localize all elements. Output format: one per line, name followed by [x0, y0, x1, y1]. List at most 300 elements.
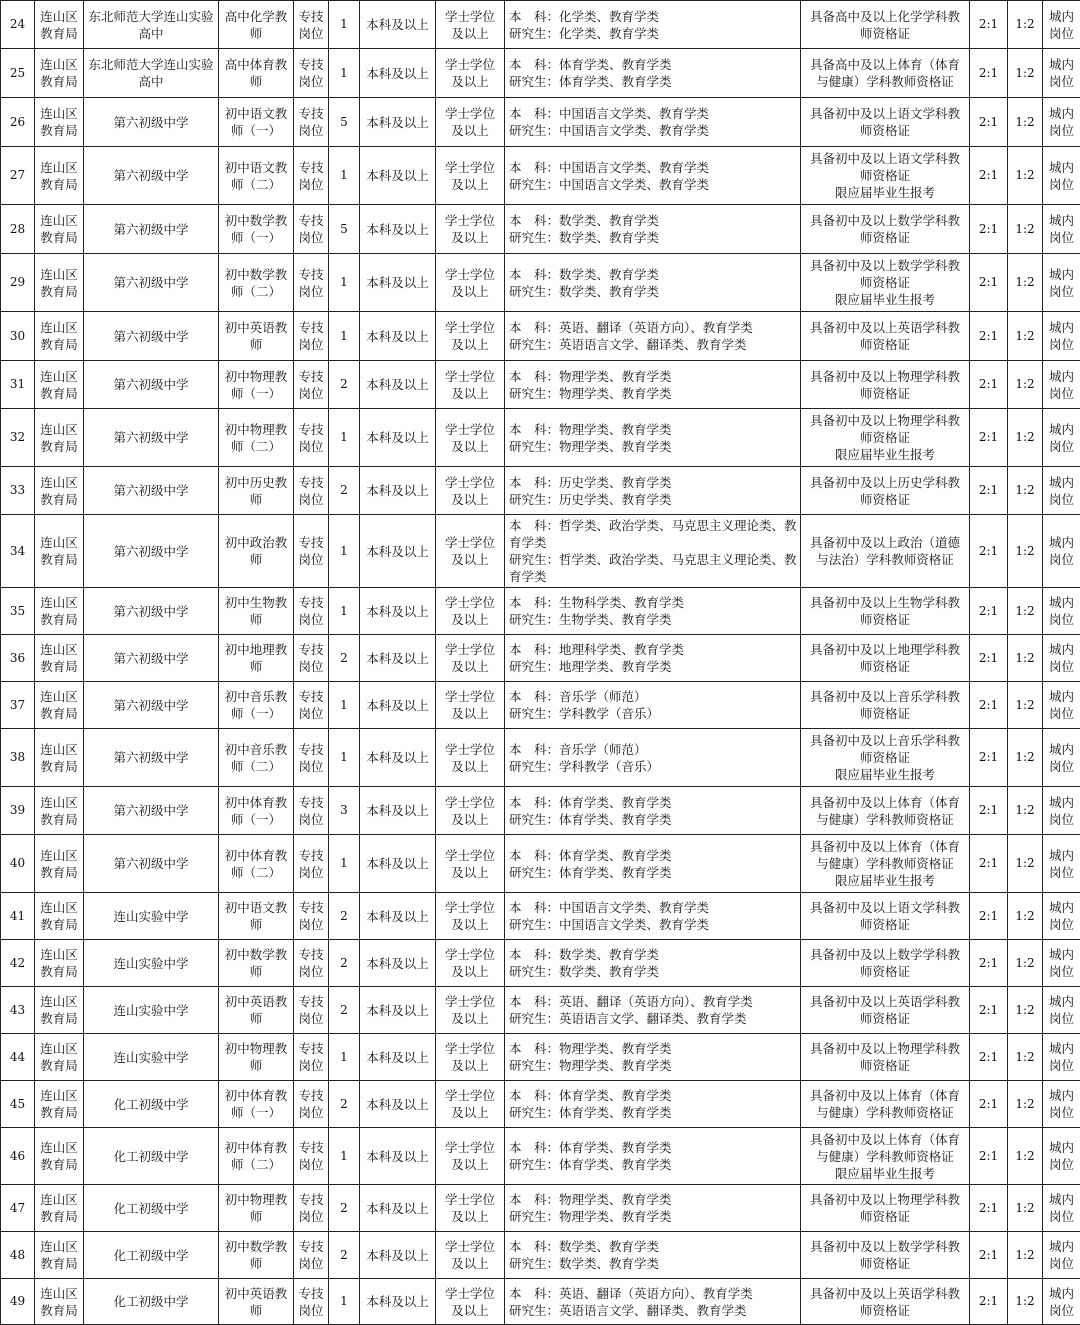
post-area-cell: 城内岗位 — [1043, 1279, 1080, 1325]
table-body — [1, 1, 1080, 1325]
department-cell: 连山区教育局 — [35, 409, 84, 467]
major-cell: 本 科：地理科学类、教育学类 研究生：地理学类、教育学类 — [505, 635, 801, 682]
degree-cell: 学士学位及以上 — [436, 254, 505, 312]
degree-cell: 学士学位及以上 — [436, 361, 505, 409]
table-row — [1, 729, 1080, 787]
requirement-cell: 具备初中及以上数学学科教师资格证 限应届毕业生报考 — [801, 254, 970, 312]
degree-cell: 学士学位及以上 — [436, 1185, 505, 1232]
education-cell: 本科及以上 — [360, 1, 436, 49]
degree-cell: 学士学位及以上 — [436, 940, 505, 987]
degree-cell: 学士学位及以上 — [436, 1279, 505, 1325]
row-number-cell: 31 — [1, 361, 35, 409]
education-cell: 本科及以上 — [360, 98, 436, 147]
exam-ratio-cell: 2:1 — [970, 147, 1008, 205]
post-area-cell: 城内岗位 — [1043, 1128, 1080, 1185]
interview-ratio-cell: 1:2 — [1008, 467, 1043, 515]
exam-ratio-cell: 2:1 — [970, 254, 1008, 312]
education-cell: 本科及以上 — [360, 1185, 436, 1232]
major-cell: 本 科：音乐学（师范） 研究生：学科教学（音乐） — [505, 729, 801, 787]
table-row — [1, 1, 1080, 49]
school-cell: 连山实验中学 — [84, 893, 219, 940]
school-cell: 第六初级中学 — [84, 147, 219, 205]
position-cell: 初中音乐教师（二） — [219, 729, 294, 787]
requirement-cell: 具备初中及以上地理学科教师资格证 — [801, 635, 970, 682]
requirement-cell: 具备初中及以上体育（体育与健康）学科教师资格证 限应届毕业生报考 — [801, 1128, 970, 1185]
department-cell: 连山区教育局 — [35, 635, 84, 682]
table-row — [1, 515, 1080, 588]
interview-ratio-cell: 1:2 — [1008, 635, 1043, 682]
department-cell: 连山区教育局 — [35, 98, 84, 147]
department-cell: 连山区教育局 — [35, 987, 84, 1034]
school-cell: 第六初级中学 — [84, 588, 219, 635]
table-row — [1, 409, 1080, 467]
row-number-cell: 36 — [1, 635, 35, 682]
school-cell: 化工初级中学 — [84, 1081, 219, 1128]
department-cell: 连山区教育局 — [35, 1081, 84, 1128]
major-cell: 本 科：物理学类、教育学类 研究生：物理学类、教育学类 — [505, 361, 801, 409]
position-cell: 初中英语教师 — [219, 312, 294, 361]
post-area-cell: 城内岗位 — [1043, 940, 1080, 987]
table-row — [1, 1128, 1080, 1185]
education-cell: 本科及以上 — [360, 940, 436, 987]
post-area-cell: 城内岗位 — [1043, 987, 1080, 1034]
interview-ratio-cell: 1:2 — [1008, 682, 1043, 729]
degree-cell: 学士学位及以上 — [436, 588, 505, 635]
exam-ratio-cell: 2:1 — [970, 588, 1008, 635]
position-cell: 初中体育教师（一） — [219, 787, 294, 835]
table-row — [1, 312, 1080, 361]
position-cell: 初中政治教师 — [219, 515, 294, 588]
requirement-cell: 具备初中及以上体育（体育与健康）学科教师资格证 限应届毕业生报考 — [801, 835, 970, 893]
education-cell: 本科及以上 — [360, 254, 436, 312]
headcount-cell: 1 — [329, 515, 360, 588]
education-cell: 本科及以上 — [360, 1034, 436, 1081]
row-number-cell: 42 — [1, 940, 35, 987]
major-cell: 本 科：体育学类、教育学类 研究生：体育学类、教育学类 — [505, 1081, 801, 1128]
post-area-cell: 城内岗位 — [1043, 467, 1080, 515]
department-cell: 连山区教育局 — [35, 729, 84, 787]
position-type-cell: 专技岗位 — [294, 1128, 329, 1185]
headcount-cell: 1 — [329, 729, 360, 787]
row-number-cell: 27 — [1, 147, 35, 205]
headcount-cell: 2 — [329, 635, 360, 682]
education-cell: 本科及以上 — [360, 987, 436, 1034]
exam-ratio-cell: 2:1 — [970, 940, 1008, 987]
school-cell: 化工初级中学 — [84, 1232, 219, 1279]
school-cell: 第六初级中学 — [84, 312, 219, 361]
table-row — [1, 361, 1080, 409]
row-number-cell: 39 — [1, 787, 35, 835]
school-cell: 第六初级中学 — [84, 682, 219, 729]
position-cell: 初中数学教师（一） — [219, 205, 294, 254]
row-number-cell: 34 — [1, 515, 35, 588]
table-row — [1, 147, 1080, 205]
interview-ratio-cell: 1:2 — [1008, 1232, 1043, 1279]
position-type-cell: 专技岗位 — [294, 1279, 329, 1325]
interview-ratio-cell: 1:2 — [1008, 729, 1043, 787]
position-cell: 初中物理教师（一） — [219, 361, 294, 409]
row-number-cell: 47 — [1, 1185, 35, 1232]
school-cell: 东北师范大学连山实验高中 — [84, 49, 219, 98]
position-type-cell: 专技岗位 — [294, 588, 329, 635]
post-area-cell: 城内岗位 — [1043, 1232, 1080, 1279]
department-cell: 连山区教育局 — [35, 1232, 84, 1279]
major-cell: 本 科：体育学类、教育学类 研究生：体育学类、教育学类 — [505, 835, 801, 893]
position-cell: 初中英语教师 — [219, 1279, 294, 1325]
exam-ratio-cell: 2:1 — [970, 893, 1008, 940]
major-cell: 本 科：数学类、教育学类 研究生：数学类、教育学类 — [505, 254, 801, 312]
row-number-cell: 44 — [1, 1034, 35, 1081]
headcount-cell: 2 — [329, 1081, 360, 1128]
interview-ratio-cell: 1:2 — [1008, 835, 1043, 893]
education-cell: 本科及以上 — [360, 787, 436, 835]
exam-ratio-cell: 2:1 — [970, 409, 1008, 467]
position-cell: 初中物理教师 — [219, 1034, 294, 1081]
row-number-cell: 45 — [1, 1081, 35, 1128]
requirement-cell: 具备初中及以上英语学科教师资格证 — [801, 312, 970, 361]
table-row — [1, 1081, 1080, 1128]
requirement-cell: 具备初中及以上语文学科教师资格证 — [801, 893, 970, 940]
requirement-cell: 具备初中及以上数学学科教师资格证 — [801, 940, 970, 987]
table-row — [1, 205, 1080, 254]
degree-cell: 学士学位及以上 — [436, 682, 505, 729]
row-number-cell: 40 — [1, 835, 35, 893]
table-row — [1, 987, 1080, 1034]
position-cell: 初中物理教师（二） — [219, 409, 294, 467]
table-row — [1, 49, 1080, 98]
degree-cell: 学士学位及以上 — [436, 1034, 505, 1081]
post-area-cell: 城内岗位 — [1043, 147, 1080, 205]
interview-ratio-cell: 1:2 — [1008, 787, 1043, 835]
school-cell: 东北师范大学连山实验高中 — [84, 1, 219, 49]
requirement-cell: 具备初中及以上政治（道德与法治）学科教师资格证 — [801, 515, 970, 588]
school-cell: 第六初级中学 — [84, 98, 219, 147]
department-cell: 连山区教育局 — [35, 312, 84, 361]
row-number-cell: 43 — [1, 987, 35, 1034]
position-type-cell: 专技岗位 — [294, 409, 329, 467]
headcount-cell: 2 — [329, 893, 360, 940]
degree-cell: 学士学位及以上 — [436, 893, 505, 940]
position-type-cell: 专技岗位 — [294, 147, 329, 205]
headcount-cell: 2 — [329, 1232, 360, 1279]
education-cell: 本科及以上 — [360, 1081, 436, 1128]
position-type-cell: 专技岗位 — [294, 205, 329, 254]
post-area-cell: 城内岗位 — [1043, 205, 1080, 254]
interview-ratio-cell: 1:2 — [1008, 147, 1043, 205]
major-cell: 本 科：化学类、教育学类 研究生：化学类、教育学类 — [505, 1, 801, 49]
post-area-cell: 城内岗位 — [1043, 893, 1080, 940]
education-cell: 本科及以上 — [360, 682, 436, 729]
degree-cell: 学士学位及以上 — [436, 98, 505, 147]
position-type-cell: 专技岗位 — [294, 515, 329, 588]
headcount-cell: 2 — [329, 361, 360, 409]
post-area-cell: 城内岗位 — [1043, 312, 1080, 361]
table-row — [1, 682, 1080, 729]
position-cell: 初中英语教师 — [219, 987, 294, 1034]
position-cell: 初中历史教师 — [219, 467, 294, 515]
major-cell: 本 科：数学类、教育学类 研究生：数学类、教育学类 — [505, 940, 801, 987]
requirement-cell: 具备初中及以上数学学科教师资格证 — [801, 1232, 970, 1279]
education-cell: 本科及以上 — [360, 49, 436, 98]
department-cell: 连山区教育局 — [35, 147, 84, 205]
exam-ratio-cell: 2:1 — [970, 1279, 1008, 1325]
interview-ratio-cell: 1:2 — [1008, 987, 1043, 1034]
requirement-cell: 具备初中及以上历史学科教师资格证 — [801, 467, 970, 515]
interview-ratio-cell: 1:2 — [1008, 1034, 1043, 1081]
headcount-cell: 1 — [329, 254, 360, 312]
table-row — [1, 588, 1080, 635]
table-row — [1, 893, 1080, 940]
headcount-cell: 1 — [329, 312, 360, 361]
headcount-cell: 2 — [329, 987, 360, 1034]
exam-ratio-cell: 2:1 — [970, 205, 1008, 254]
post-area-cell: 城内岗位 — [1043, 1185, 1080, 1232]
position-cell: 初中生物教师 — [219, 588, 294, 635]
degree-cell: 学士学位及以上 — [436, 467, 505, 515]
exam-ratio-cell: 2:1 — [970, 1185, 1008, 1232]
position-type-cell: 专技岗位 — [294, 1185, 329, 1232]
major-cell: 本 科：英语、翻译（英语方向）、教育学类 研究生：英语语言文学、翻译类、教育学类 — [505, 1279, 801, 1325]
requirement-cell: 具备高中及以上化学学科教师资格证 — [801, 1, 970, 49]
post-area-cell: 城内岗位 — [1043, 49, 1080, 98]
position-cell: 初中物理教师 — [219, 1185, 294, 1232]
school-cell: 第六初级中学 — [84, 729, 219, 787]
degree-cell: 学士学位及以上 — [436, 1081, 505, 1128]
requirement-cell: 具备初中及以上英语学科教师资格证 — [801, 987, 970, 1034]
headcount-cell: 5 — [329, 205, 360, 254]
row-number-cell: 24 — [1, 1, 35, 49]
interview-ratio-cell: 1:2 — [1008, 1128, 1043, 1185]
exam-ratio-cell: 2:1 — [970, 1128, 1008, 1185]
headcount-cell: 1 — [329, 1279, 360, 1325]
position-type-cell: 专技岗位 — [294, 254, 329, 312]
position-cell: 初中数学教师（二） — [219, 254, 294, 312]
degree-cell: 学士学位及以上 — [436, 147, 505, 205]
interview-ratio-cell: 1:2 — [1008, 940, 1043, 987]
degree-cell: 学士学位及以上 — [436, 1232, 505, 1279]
headcount-cell: 1 — [329, 409, 360, 467]
position-cell: 初中地理教师 — [219, 635, 294, 682]
department-cell: 连山区教育局 — [35, 893, 84, 940]
school-cell: 化工初级中学 — [84, 1128, 219, 1185]
school-cell: 第六初级中学 — [84, 467, 219, 515]
position-cell: 初中数学教师 — [219, 940, 294, 987]
post-area-cell: 城内岗位 — [1043, 515, 1080, 588]
school-cell: 连山实验中学 — [84, 1034, 219, 1081]
table-row — [1, 467, 1080, 515]
interview-ratio-cell: 1:2 — [1008, 515, 1043, 588]
degree-cell: 学士学位及以上 — [436, 1128, 505, 1185]
position-type-cell: 专技岗位 — [294, 1081, 329, 1128]
table-row — [1, 835, 1080, 893]
exam-ratio-cell: 2:1 — [970, 729, 1008, 787]
school-cell: 第六初级中学 — [84, 205, 219, 254]
table-row — [1, 787, 1080, 835]
table-row — [1, 254, 1080, 312]
exam-ratio-cell: 2:1 — [970, 682, 1008, 729]
row-number-cell: 48 — [1, 1232, 35, 1279]
education-cell: 本科及以上 — [360, 147, 436, 205]
position-type-cell: 专技岗位 — [294, 312, 329, 361]
major-cell: 本 科：中国语言文学类、教育学类 研究生：中国语言文学类、教育学类 — [505, 147, 801, 205]
position-cell: 初中语文教师（一） — [219, 98, 294, 147]
table-row — [1, 1279, 1080, 1325]
position-type-cell: 专技岗位 — [294, 787, 329, 835]
requirement-cell: 具备高中及以上体育（体育与健康）学科教师资格证 — [801, 49, 970, 98]
interview-ratio-cell: 1:2 — [1008, 205, 1043, 254]
position-type-cell: 专技岗位 — [294, 682, 329, 729]
degree-cell: 学士学位及以上 — [436, 987, 505, 1034]
education-cell: 本科及以上 — [360, 205, 436, 254]
row-number-cell: 28 — [1, 205, 35, 254]
education-cell: 本科及以上 — [360, 588, 436, 635]
degree-cell: 学士学位及以上 — [436, 635, 505, 682]
requirement-cell: 具备初中及以上英语学科教师资格证 — [801, 1279, 970, 1325]
major-cell: 本 科：物理学类、教育学类 研究生：物理学类、教育学类 — [505, 1034, 801, 1081]
school-cell: 第六初级中学 — [84, 361, 219, 409]
interview-ratio-cell: 1:2 — [1008, 893, 1043, 940]
headcount-cell: 2 — [329, 940, 360, 987]
interview-ratio-cell: 1:2 — [1008, 1, 1043, 49]
department-cell: 连山区教育局 — [35, 1279, 84, 1325]
requirement-cell: 具备初中及以上数学学科教师资格证 — [801, 205, 970, 254]
post-area-cell: 城内岗位 — [1043, 98, 1080, 147]
post-area-cell: 城内岗位 — [1043, 361, 1080, 409]
major-cell: 本 科：哲学类、政治学类、马克思主义理论类、教育学类 研究生：哲学类、政治学类、马克思主义理论类、教育学类 — [505, 515, 801, 588]
education-cell: 本科及以上 — [360, 515, 436, 588]
post-area-cell: 城内岗位 — [1043, 409, 1080, 467]
exam-ratio-cell: 2:1 — [970, 1, 1008, 49]
headcount-cell: 1 — [329, 682, 360, 729]
position-cell: 初中体育教师（一） — [219, 1081, 294, 1128]
education-cell: 本科及以上 — [360, 1128, 436, 1185]
row-number-cell: 30 — [1, 312, 35, 361]
major-cell: 本 科：物理学类、教育学类 研究生：物理学类、教育学类 — [505, 409, 801, 467]
headcount-cell: 1 — [329, 835, 360, 893]
post-area-cell: 城内岗位 — [1043, 635, 1080, 682]
degree-cell: 学士学位及以上 — [436, 835, 505, 893]
position-type-cell: 专技岗位 — [294, 940, 329, 987]
school-cell: 连山实验中学 — [84, 987, 219, 1034]
table-row — [1, 940, 1080, 987]
major-cell: 本 科：物理学类、教育学类 研究生：物理学类、教育学类 — [505, 1185, 801, 1232]
row-number-cell: 26 — [1, 98, 35, 147]
major-cell: 本 科：英语、翻译（英语方向）、教育学类 研究生：英语语言文学、翻译类、教育学类 — [505, 987, 801, 1034]
position-cell: 高中体育教师 — [219, 49, 294, 98]
department-cell: 连山区教育局 — [35, 205, 84, 254]
major-cell: 本 科：体育学类、教育学类 研究生：体育学类、教育学类 — [505, 1128, 801, 1185]
degree-cell: 学士学位及以上 — [436, 787, 505, 835]
row-number-cell: 38 — [1, 729, 35, 787]
department-cell: 连山区教育局 — [35, 835, 84, 893]
post-area-cell: 城内岗位 — [1043, 588, 1080, 635]
row-number-cell: 37 — [1, 682, 35, 729]
position-type-cell: 专技岗位 — [294, 1034, 329, 1081]
requirement-cell: 具备初中及以上生物学科教师资格证 — [801, 588, 970, 635]
major-cell: 本 科：英语、翻译（英语方向）、教育学类 研究生：英语语言文学、翻译类、教育学类 — [505, 312, 801, 361]
degree-cell: 学士学位及以上 — [436, 409, 505, 467]
requirement-cell: 具备初中及以上物理学科教师资格证 — [801, 1034, 970, 1081]
education-cell: 本科及以上 — [360, 467, 436, 515]
position-type-cell: 专技岗位 — [294, 893, 329, 940]
department-cell: 连山区教育局 — [35, 588, 84, 635]
headcount-cell: 1 — [329, 1034, 360, 1081]
interview-ratio-cell: 1:2 — [1008, 1185, 1043, 1232]
department-cell: 连山区教育局 — [35, 1, 84, 49]
post-area-cell: 城内岗位 — [1043, 729, 1080, 787]
school-cell: 第六初级中学 — [84, 515, 219, 588]
degree-cell: 学士学位及以上 — [436, 205, 505, 254]
education-cell: 本科及以上 — [360, 835, 436, 893]
table-row — [1, 635, 1080, 682]
row-number-cell: 32 — [1, 409, 35, 467]
education-cell: 本科及以上 — [360, 1232, 436, 1279]
interview-ratio-cell: 1:2 — [1008, 588, 1043, 635]
requirement-cell: 具备初中及以上语文学科教师资格证 限应届毕业生报考 — [801, 147, 970, 205]
school-cell: 第六初级中学 — [84, 835, 219, 893]
exam-ratio-cell: 2:1 — [970, 467, 1008, 515]
department-cell: 连山区教育局 — [35, 1185, 84, 1232]
position-cell: 初中数学教师 — [219, 1232, 294, 1279]
headcount-cell: 2 — [329, 1185, 360, 1232]
position-type-cell: 专技岗位 — [294, 635, 329, 682]
position-cell: 高中化学教师 — [219, 1, 294, 49]
department-cell: 连山区教育局 — [35, 361, 84, 409]
interview-ratio-cell: 1:2 — [1008, 409, 1043, 467]
position-cell: 初中音乐教师（一） — [219, 682, 294, 729]
table-row — [1, 98, 1080, 147]
school-cell: 第六初级中学 — [84, 254, 219, 312]
position-type-cell: 专技岗位 — [294, 98, 329, 147]
education-cell: 本科及以上 — [360, 312, 436, 361]
row-number-cell: 49 — [1, 1279, 35, 1325]
education-cell: 本科及以上 — [360, 893, 436, 940]
department-cell: 连山区教育局 — [35, 682, 84, 729]
degree-cell: 学士学位及以上 — [436, 1, 505, 49]
position-type-cell: 专技岗位 — [294, 1, 329, 49]
position-type-cell: 专技岗位 — [294, 835, 329, 893]
headcount-cell: 5 — [329, 98, 360, 147]
row-number-cell: 25 — [1, 49, 35, 98]
school-cell: 第六初级中学 — [84, 635, 219, 682]
position-cell: 初中语文教师（二） — [219, 147, 294, 205]
post-area-cell: 城内岗位 — [1043, 254, 1080, 312]
requirement-cell: 具备初中及以上物理学科教师资格证 限应届毕业生报考 — [801, 409, 970, 467]
exam-ratio-cell: 2:1 — [970, 361, 1008, 409]
requirement-cell: 具备初中及以上音乐学科教师资格证 限应届毕业生报考 — [801, 729, 970, 787]
major-cell: 本 科：历史学类、教育学类 研究生：历史学类、教育学类 — [505, 467, 801, 515]
exam-ratio-cell: 2:1 — [970, 835, 1008, 893]
education-cell: 本科及以上 — [360, 409, 436, 467]
exam-ratio-cell: 2:1 — [970, 1232, 1008, 1279]
school-cell: 化工初级中学 — [84, 1185, 219, 1232]
position-cell: 初中体育教师（二） — [219, 835, 294, 893]
table-row — [1, 1034, 1080, 1081]
headcount-cell: 1 — [329, 49, 360, 98]
department-cell: 连山区教育局 — [35, 49, 84, 98]
education-cell: 本科及以上 — [360, 361, 436, 409]
exam-ratio-cell: 2:1 — [970, 635, 1008, 682]
exam-ratio-cell: 2:1 — [970, 787, 1008, 835]
major-cell: 本 科：生物科学类、教育学类 研究生：生物学类、教育学类 — [505, 588, 801, 635]
table-row — [1, 1232, 1080, 1279]
headcount-cell: 1 — [329, 1128, 360, 1185]
degree-cell: 学士学位及以上 — [436, 312, 505, 361]
post-area-cell: 城内岗位 — [1043, 787, 1080, 835]
education-cell: 本科及以上 — [360, 635, 436, 682]
interview-ratio-cell: 1:2 — [1008, 312, 1043, 361]
department-cell: 连山区教育局 — [35, 940, 84, 987]
